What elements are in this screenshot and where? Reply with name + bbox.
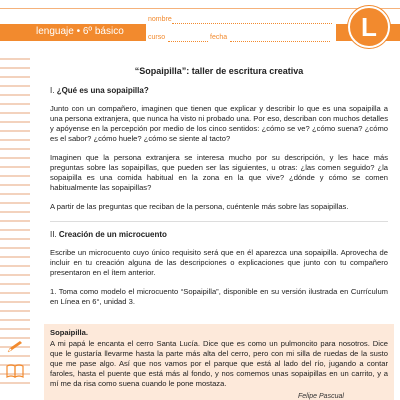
gutter-decoration xyxy=(0,58,30,388)
story-box xyxy=(44,324,394,400)
date-field[interactable] xyxy=(230,41,330,42)
page-title: “Sopaipilla”: taller de escritura creativa xyxy=(134,66,304,76)
section-2-title: Creación de un microcuento xyxy=(58,230,167,239)
worksheet-header xyxy=(0,0,400,50)
pencil-icon xyxy=(6,340,24,354)
name-label: nombre xyxy=(148,16,172,23)
course-field[interactable] xyxy=(168,41,208,42)
section-2-item-1: 1. Toma como modelo el microcuento “Sopaipilla”, disponible en su versión ilustrada en Currículum en Línea en 6°, unidad 3. xyxy=(50,287,388,306)
section-1-paragraph-2: Imaginen que la persona extranjera se interesa mucho por su descripción, y les hace más preguntas sobre las sopaipillas, que pueden ser las siguientes, u otras: ¿las comen seguido? ¿la sopaipilla es una comida habitual en la zona en la que vive? ¿dónde y cómo se comen habitualmente las sopaipillas? xyxy=(50,153,388,192)
student-fields xyxy=(146,10,336,46)
story-text: A mi papá le encanta el cerro Santa Lucía. Dice que es como un pulmoncito para nosotros. Dice que le gustaría llevarme hasta la parte más alta del cerro, pero con mi silla de ruedas de la susto que me pase algo. Así que nos vamos por el parque que está al lado del río, jugando a contar faroles, hasta el puente que está más al fondo, y nos comemos unas sopaipillas en un carrito, y a mí me da risa como suena cuando le pone mostaza. xyxy=(50,339,388,388)
worksheet-body xyxy=(50,66,388,316)
section-divider xyxy=(50,221,388,222)
header-top-line xyxy=(0,8,400,9)
date-label: fecha xyxy=(210,34,228,41)
section-2-heading xyxy=(50,230,388,240)
section-1-paragraph-1: Junto con un compañero, imaginen que tienen que explicar y describir lo que es una sopaipilla a una persona extranjera, que nunca ha visto ni probado una. Por eso, describan con muchos detalles y apóyense en la percepción por medio de los cinco sentidos: ¿cómo se ve? ¿cómo suena? ¿cómo es el sabor? ¿cómo huele? ¿cómo se siente al tacto? xyxy=(50,104,388,143)
section-1-title: ¿Qué es una sopaipilla? xyxy=(56,86,149,95)
subject-badge: L xyxy=(348,6,390,48)
story-title: Sopaipilla. xyxy=(50,328,88,337)
section-1-paragraph-3: A partir de las preguntas que reciban de la persona, cuéntenle más sobre las sopaipillas. xyxy=(50,202,349,211)
subject-label: lenguaje • 6º básico xyxy=(36,26,124,37)
book-icon xyxy=(6,364,24,378)
course-label: curso xyxy=(148,34,166,41)
section-1-heading xyxy=(50,86,388,96)
name-field[interactable] xyxy=(172,23,332,24)
section-2-paragraph-1: Escribe un microcuento cuyo único requisito será que en él aparezca una sopaipilla. Aprovecha de incluir en tu creación alguna de las descripciones o explicaciones que junto con tu compañero presentaron en el ítem anterior. xyxy=(50,248,388,277)
story-signature: Felipe Pascual xyxy=(298,393,344,400)
left-gutter xyxy=(0,0,30,400)
section-1-number: I. xyxy=(50,86,55,95)
section-2-number: II. xyxy=(50,230,57,239)
